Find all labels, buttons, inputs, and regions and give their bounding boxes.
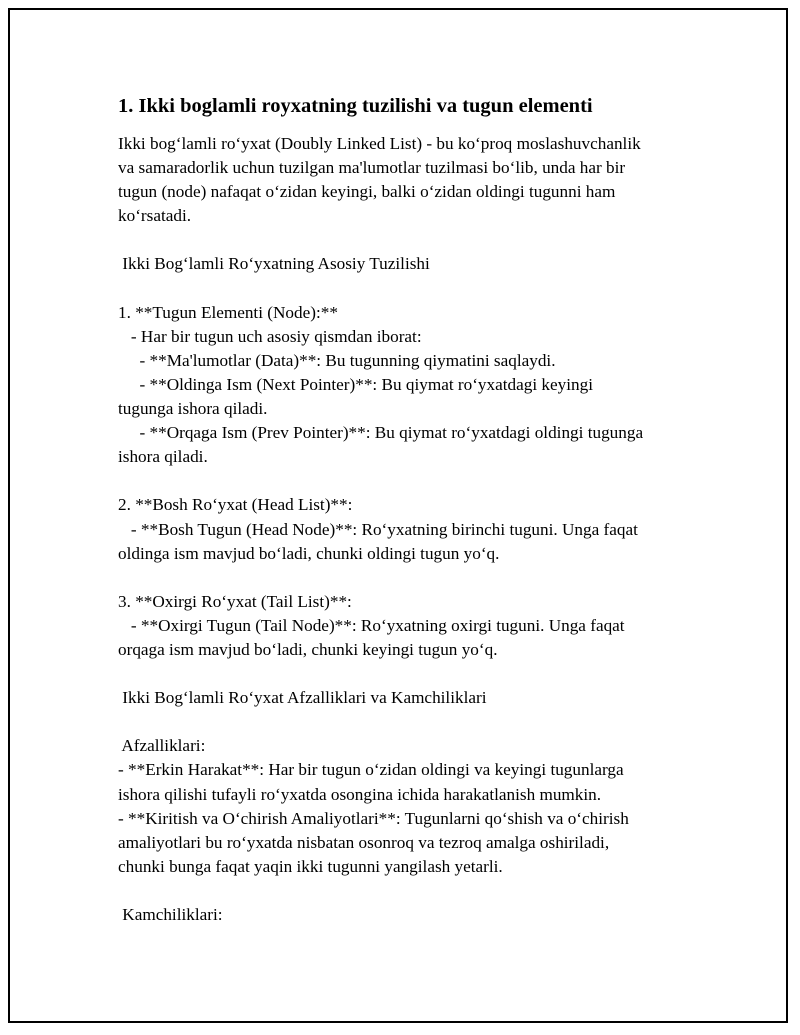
text-line: orqaga ism mavjud bo‘ladi, chunki keyingi tugun yo‘q. [118, 639, 498, 659]
text-line: ko‘rsatadi. [118, 206, 192, 226]
text-line: tugunga ishora qiladi. [118, 399, 268, 419]
blank-line [118, 879, 718, 903]
text-line: chunki bunga faqat yaqin ikki tugunni yangilash yetarli. [118, 856, 503, 876]
blank-line [118, 662, 718, 686]
blank-line [118, 710, 718, 734]
blank-line [118, 228, 718, 252]
text-line: ishora qiladi. [118, 447, 208, 467]
text-line: Ikki Bog‘lamli Ro‘yxatning Asosiy Tuzilishi [118, 254, 430, 274]
text-line: va samaradorlik uchun tuzilgan ma'lumotlar tuzilmasi bo‘lib, unda har bir [118, 158, 626, 178]
text-line: - **Ma'lumotlar (Data)**: Bu tugunning qiymatini saqlaydi. [118, 350, 556, 370]
blank-line [118, 469, 718, 493]
text-line: ishora qilishi tufayli ro‘yxatda osongina ichida harakatlanish mumkin. [118, 784, 602, 804]
text-line: - **Oxirgi Tugun (Tail Node)**: Ro‘yxatning oxirgi tuguni. Unga faqat [118, 615, 625, 635]
text-line: - **Kiritish va O‘chirish Amaliyotlari**: Tugunlarni qo‘shish va o‘chirish [118, 808, 629, 828]
text-line: 3. **Oxirgi Ro‘yxat (Tail List)**: [118, 591, 352, 611]
blank-line [118, 277, 718, 301]
text-line: Ikki Bog‘lamli Ro‘yxat Afzalliklari va Kamchiliklari [118, 688, 487, 708]
text-line: - **Oldinga Ism (Next Pointer)**: Bu qiymat ro‘yxatdagi keyingi [118, 374, 593, 394]
document-text [118, 132, 718, 927]
text-line: - **Erkin Harakat**: Har bir tugun o‘zidan oldingi va keyingi tugunlarga [118, 760, 624, 780]
text-line: - Har bir tugun uch asosiy qismdan iborat: [118, 326, 422, 346]
text-line: amaliyotlari bu ro‘yxatda nisbatan osonroq va tezroq amalga oshiriladi, [118, 832, 610, 852]
text-line: Kamchiliklari: [118, 905, 223, 924]
text-line: Ikki bog‘lamli ro‘yxat (Doubly Linked List) - bu ko‘proq moslashuvchanlik [118, 134, 641, 153]
text-line: Afzalliklari: [118, 736, 206, 756]
text-line: - **Bosh Tugun (Head Node)**: Ro‘yxatning birinchi tuguni. Unga faqat [118, 519, 638, 539]
text-line: 2. **Bosh Ro‘yxat (Head List)**: [118, 495, 353, 515]
blank-line [118, 566, 718, 590]
document-title: 1. Ikki boglamli royxatning tuzilishi va tugun elementi [118, 95, 593, 117]
text-line: tugun (node) nafaqat o‘zidan keyingi, balki o‘zidan oldingi tugunni ham [118, 182, 616, 202]
text-line: 1. **Tugun Elementi (Node):** [118, 302, 338, 322]
document-body [118, 92, 718, 927]
text-line: - **Orqaga Ism (Prev Pointer)**: Bu qiymat ro‘yxatdagi oldingi tugunga [118, 423, 644, 443]
text-line: oldinga ism mavjud bo‘ladi, chunki oldingi tugun yo‘q. [118, 543, 500, 563]
